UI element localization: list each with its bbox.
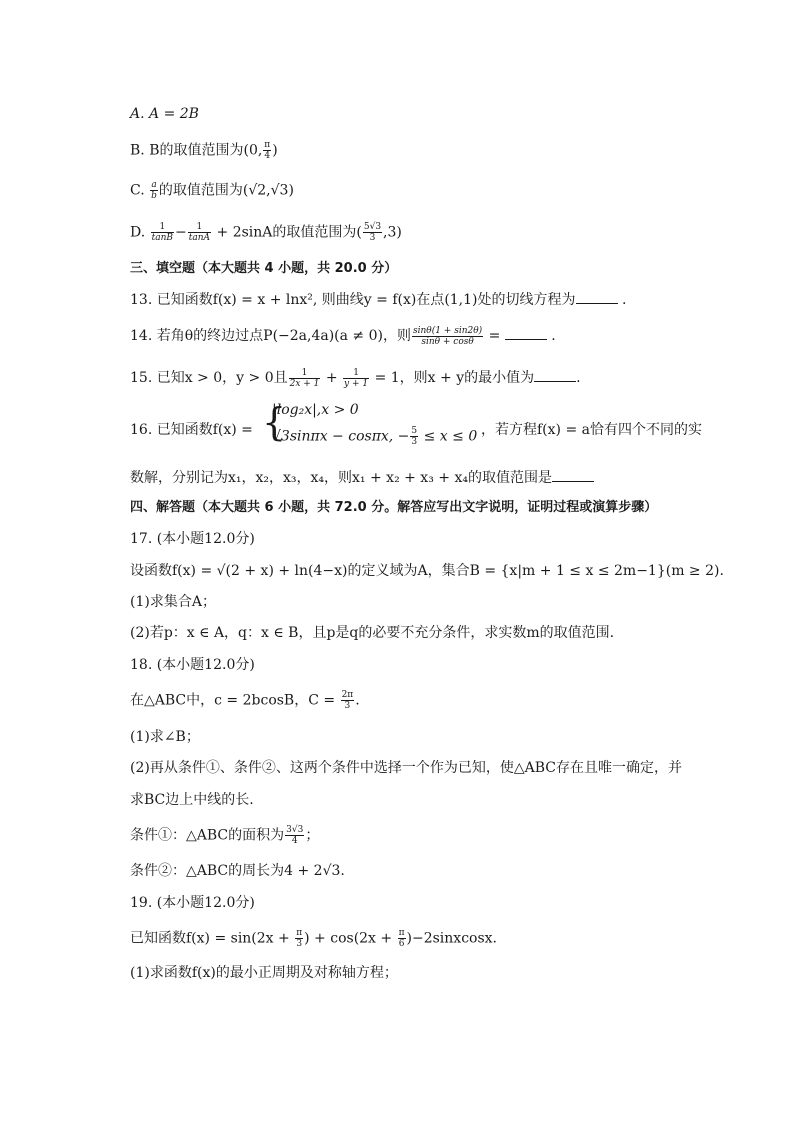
answer-blank-16[interactable] (552, 467, 594, 482)
q18-part-2a: (2)再从条件①、条件②、这两个条件中选择一个作为已知，使△ABC存在且唯一确定，并 (130, 760, 682, 776)
option-b-text: B. B的取值范围为(0, (130, 142, 263, 159)
answer-blank-13[interactable] (576, 289, 618, 304)
q18-part-2b: 求BC边上中线的长. (130, 792, 254, 808)
q19-head: 19. (本小题12.0分) (130, 895, 255, 911)
answer-blank-14[interactable] (505, 325, 547, 340)
piecewise-case-2: √3sinπx − cosπx, − $\frac{5}{3}$ ≤ x ≤ 0 (272, 426, 478, 447)
option-b: B. B的取值范围为(0, $\frac{\pi}{4}$ ) (130, 140, 278, 161)
answer-blank-15[interactable] (534, 367, 576, 382)
q18-part-1: (1)求∠B； (130, 729, 200, 745)
option-d-fraction-1: $\frac{1}{\tan B}$ (151, 222, 174, 243)
option-d-fraction-2: $\frac{1}{\tan A}$ (188, 222, 211, 243)
q19-body: 已知函数f(x) = sin(2x + $\frac{\pi}{3}$ ) + cos(2x + $\frac{\pi}{6}$ )−2sinxcosx. (130, 928, 497, 949)
option-d-fraction-3: $\frac{5√3}{3}$ (363, 222, 382, 243)
option-d: D. $\frac{1}{\tan B}$ − $\frac{1}{\tan A}$ + 2sinA的取值范围为( $\frac{5√3}{3}$ ,3) (130, 222, 402, 243)
q18-body: 在△ABC中，c = 2bcosB，C = $\frac{2\pi}{3}$ . (130, 690, 360, 711)
q19-fraction-2: $\frac{\pi}{6}$ (398, 928, 405, 949)
q17-part-2: (2)若p：x ∈ A，q：x ∈ B，且p是q的必要不充分条件，求实数m的取值范围. (130, 625, 615, 641)
question-13: 13. 已知函数f(x) = x + lnx², 则曲线y = f(x)在点(1,1)处的切线方程为 . (130, 289, 626, 310)
question-16-line2: 数解，分别记为x₁，x₂，x₃，x₄，则x₁ + x₂ + x₃ + x₄的取值范围是 (130, 467, 594, 488)
option-c-fraction: $\frac{a}{b}$ (151, 180, 157, 201)
question-14: 14. 若角θ的终边过点P(−2a,4a)(a ≠ 0)，则 $\frac{\sin\theta(1 + \sin 2\theta)}{\sin\theta + \cos\theta}$ = . (130, 325, 556, 347)
question-16-post: ，若方程f(x) = a恰有四个不同的实 (481, 422, 702, 438)
q19-part-1: (1)求函数f(x)的最小正周期及对称轴方程； (130, 965, 398, 981)
question-15: 15. 已知x > 0，y > 0且 $\frac{1}{2x + 1}$ + $\frac{1}{y + 1}$ = 1，则x + y的最小值为 . (130, 367, 581, 389)
q14-fraction: $\frac{\sin\theta(1 + \sin 2\theta)}{\sin\theta + \cos\theta}$ (412, 325, 483, 347)
q15-fraction-1: $\frac{1}{2x + 1}$ (289, 367, 320, 389)
section-fill-in-title: 三、填空题（本大题共 4 小题，共 20.0 分） (130, 261, 398, 276)
option-a: A. A = 2B (130, 106, 199, 122)
q18-condition-2: 条件②：△ABC的周长为4 + 2√3. (130, 863, 345, 879)
option-b-fraction: $\frac{\pi}{4}$ (264, 140, 271, 161)
q15-fraction-2: $\frac{1}{y + 1}$ (344, 367, 369, 389)
question-16-pre: 16. 已知函数f(x) = (130, 422, 253, 438)
q19-fraction-1: $\frac{\pi}{3}$ (296, 928, 303, 949)
q18-cond1-fraction: $\frac{3√3}{4}$ (286, 825, 304, 846)
q17-body: 设函数f(x) = √(2 + x) + ln(4−x)的定义域为A，集合B = {x|m + 1 ≤ x ≤ 2m−1}(m ≥ 2). (130, 563, 724, 579)
q16-fraction: $\frac{5}{3}$ (411, 426, 418, 447)
option-c: C. $\frac{a}{b}$ 的取值范围为(√2,√3) (130, 180, 294, 201)
q17-head: 17. (本小题12.0分) (130, 531, 255, 547)
section-solution-title: 四、解答题（本大题共 6 小题，共 72.0 分。解答应写出文字说明，证明过程或演算步骤） (130, 500, 658, 515)
piecewise-case-1: |log₂x|,x > 0 (272, 402, 359, 418)
q18-fraction: $\frac{2\pi}{3}$ (341, 690, 354, 711)
option-c-text: 的取值范围为(√2,√3) (158, 182, 294, 199)
q18-head: 18. (本小题12.0分) (130, 657, 255, 673)
q18-condition-1: 条件①：△ABC的面积为 $\frac{3√3}{4}$ ； (130, 825, 320, 846)
piecewise-brace: { (262, 400, 287, 444)
q17-part-1: (1)求集合A； (130, 594, 216, 610)
